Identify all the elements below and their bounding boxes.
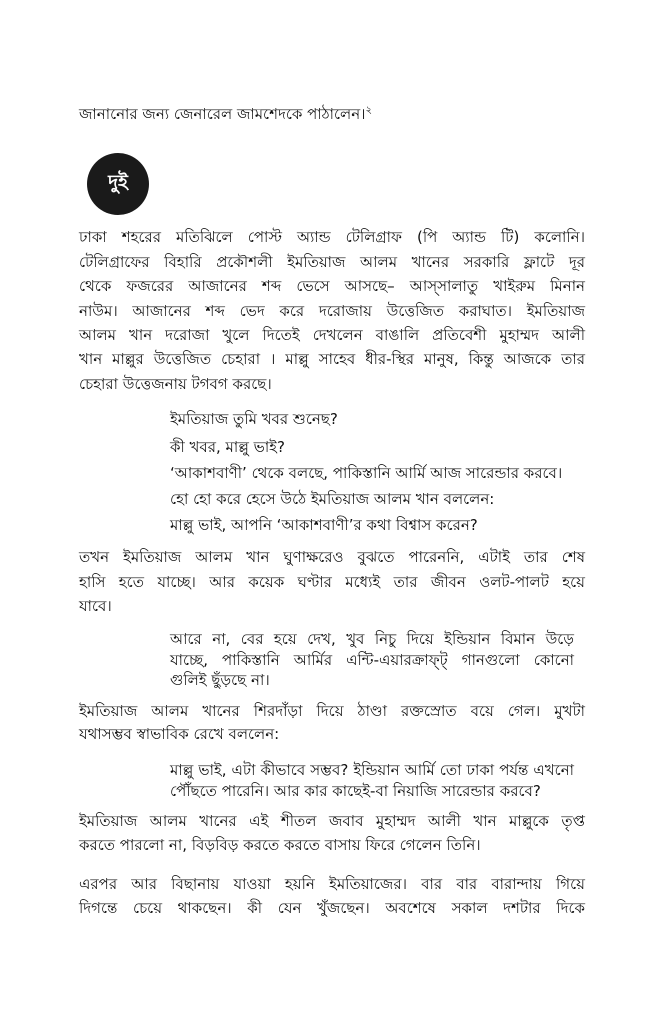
paragraph-line: হাসি হতে যাচ্ছে। আর কয়েক ঘণ্টার মধ্যেই তার জীবন ওলট-পালট হয়ে [79, 573, 585, 591]
paragraph-line: চেহারা উত্তেজনায় টগবগ করছে। [79, 375, 272, 393]
chapter-badge: দুই [87, 153, 149, 215]
paragraph-line: তখন ইমতিয়াজ আলম খান ঘুণাক্ষরেও বুঝতে পারেননি, এটাই তার শেষ [79, 548, 585, 566]
paragraph-line: যাবে। [79, 597, 112, 615]
dialogue-line: ‘আকাশবাণী’ থেকে বলছে, পাকিস্তানি আর্মি আজ সারেন্ডার করবে। [170, 464, 563, 482]
quote-line: আরে না, বের হয়ে দেখ, খুব নিচু দিয়ে ইন্ডিয়ান বিমান উড়ে [170, 630, 574, 648]
paragraph-line: আলম খান দরোজা খুলে দিতেই দেখলেন বাঙালি প্রতিবেশী মুহাম্মদ আলী [79, 326, 585, 344]
paragraph-line: ঢাকা শহরের মতিঝিলে পোস্ট অ্যান্ড টেলিগ্রাফ (পি অ্যান্ড টি) কলোনি। [79, 228, 585, 246]
dialogue-line: ইমতিয়াজ তুমি খবর শুনেছ? [170, 410, 338, 428]
quote-line: পৌঁছতে পারেনি। আর কার কাছেই-বা নিয়াজি সারেন্ডার করবে? [170, 782, 541, 800]
paragraph-line: নাউম। আজানের শব্দ ভেদ করে দরোজায় উত্তেজিত করাঘাত। ইমতিয়াজ [79, 302, 585, 320]
paragraph-line: ইমতিয়াজ আলম খানের শিরদাঁড়া দিয়ে ঠাণ্ডা রক্তস্রোত বয়ে গেল। মুখটা [79, 702, 585, 720]
intro-line: জানানোর জন্য জেনারেল জামশেদকে পাঠালেন।$^২$ [79, 105, 373, 123]
paragraph-line: টেলিগ্রাফের বিহারি প্রকৌশলী ইমতিয়াজ আলম খানের সরকারি ফ্লাটে দূর [79, 253, 585, 271]
quote-line: মাল্লু ভাই, এটা কীভাবে সম্ভব? ইন্ডিয়ান আর্মি তো ঢাকা পর্যন্ত এখনো [170, 761, 574, 779]
paragraph-line: যথাসম্ভব স্বাভাবিক রেখে বললেন: [79, 725, 280, 743]
paragraph-line: ইমতিয়াজ আলম খানের এই শীতল জবাব মুহাম্মদ আলী খান মাল্লুকে তৃপ্ত [79, 812, 585, 830]
dialogue-line: কী খবর, মাল্লু ভাই? [170, 438, 285, 456]
quote-line: গুলিই ছুঁড়ছে না। [170, 671, 270, 689]
dialogue-line: মাল্লু ভাই, আপনি ‘আকাশবাণী’র কথা বিশ্বাস করেন? [170, 516, 478, 534]
quote-line: যাচ্ছে, পাকিস্তানি আর্মির এন্টি-এয়ারক্রাফ্ট্ গানগুলো কোনো [170, 651, 574, 669]
paragraph-line: এরপর আর বিছানায় যাওয়া হয়নি ইমতিয়াজের। বার বার বারান্দায় গিয়ে [79, 875, 585, 893]
paragraph-line: দিগন্তে চেয়ে থাকছেন। কী যেন খুঁজছেন। অবশেষে সকাল দশটার দিকে [79, 899, 585, 917]
dialogue-line: হো হো করে হেসে উঠে ইমতিয়াজ আলম খান বললেন: [170, 490, 495, 508]
paragraph-line: করতে পারলো না, বিড়বিড় করতে করতে বাসায় ফিরে গেলেন তিনি। [79, 836, 481, 854]
footnote-marker: ২ [365, 105, 373, 116]
paragraph-line: থেকে ফজরের আজানের শব্দ ভেসে আসছে– আস্সালাতু খাইরুম মিনান [79, 277, 585, 295]
paragraph-line: খান মাল্লুর উত্তেজিত চেহারা । মাল্লু সাহেব ধীর-স্থির মানুষ, কিন্তু আজকে তার [79, 350, 585, 368]
